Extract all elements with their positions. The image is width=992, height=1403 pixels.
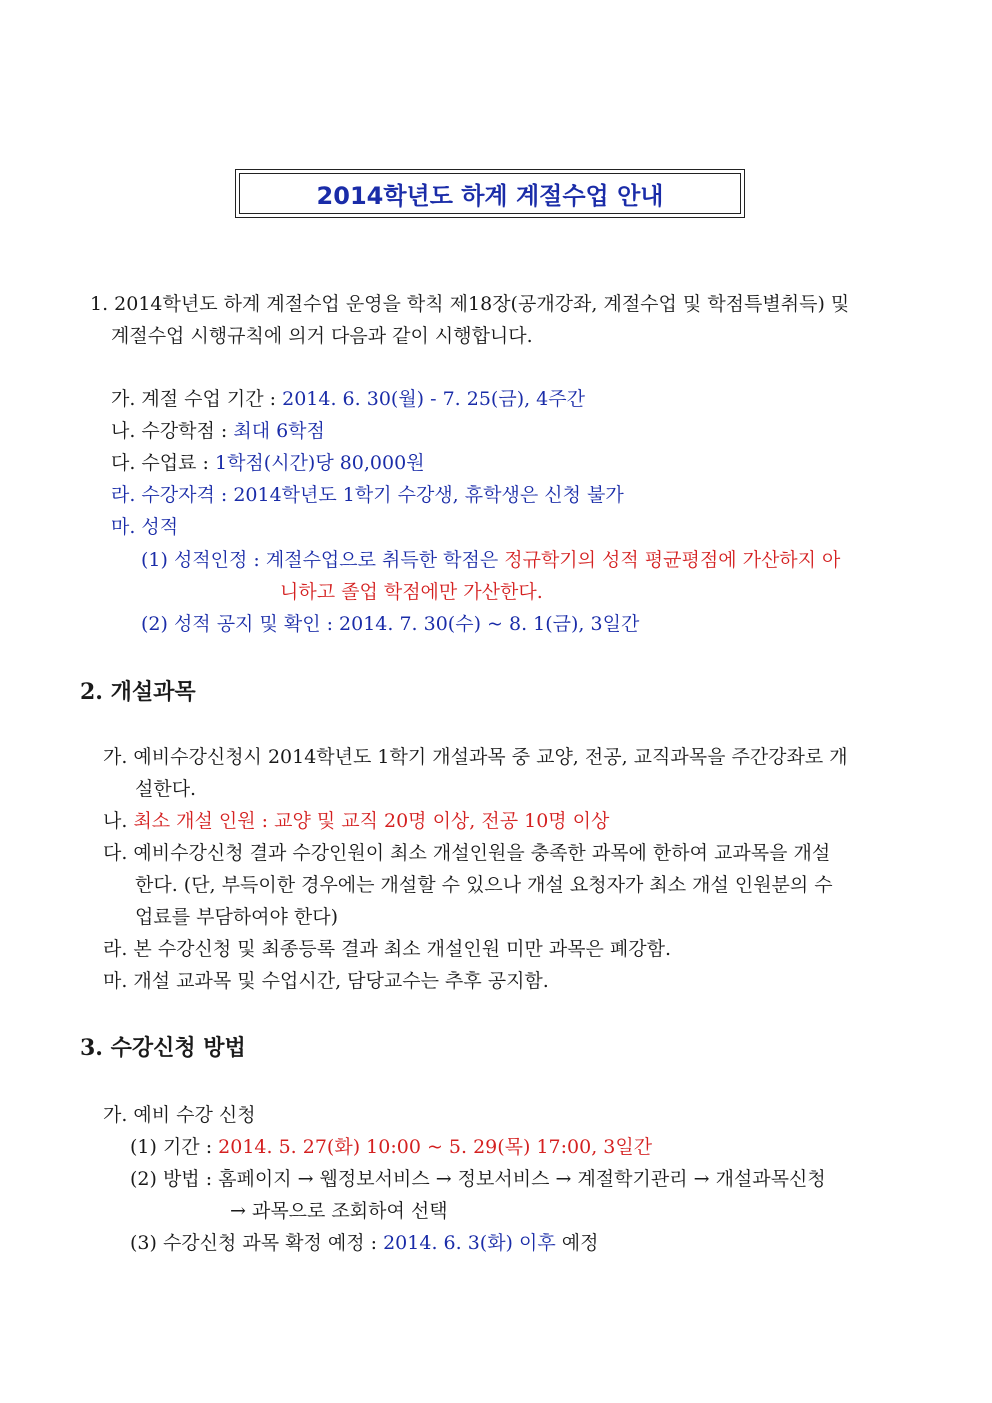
grades-announcement: (2) 성적 공지 및 확인 : 2014. 7. 30(수) ~ 8. 1(금), 3일간 xyxy=(141,613,640,635)
recognition-value-part1: 계절수업으로 취득한 학점은 xyxy=(265,549,505,571)
fee-label: 다. 수업료 : xyxy=(111,452,215,474)
section3-item-a: 가. 예비 수강 신청 xyxy=(103,1104,256,1126)
section1-item-credits xyxy=(111,419,325,443)
period-label: 가. 계절 수업 기간 : xyxy=(111,388,283,410)
pre-registration-method-line1: (2) 방법 : 홈페이지 → 웹정보서비스 → 정보서비스 → 계절학기관리 → 개설과목신청 xyxy=(130,1168,826,1190)
section1-intro-line1: 1. 2014학년도 하계 계절수업 운영을 학칙 제18장(공개강좌, 계절수업 및 학점특별취득) 및 xyxy=(90,293,850,315)
min-enroll-label: 나. xyxy=(103,810,134,832)
section2-item-e: 마. 개설 교과목 및 수업시간, 담당교수는 추후 공지함. xyxy=(103,970,549,992)
pre-registration-period xyxy=(130,1135,652,1159)
min-enroll-value: 최소 개설 인원 : 교양 및 교직 20명 이상, 전공 10명 이상 xyxy=(133,810,610,832)
pre-period-label: (1) 기간 : xyxy=(130,1136,219,1158)
section2-item-c-line3: 업료를 부담하여야 한다) xyxy=(135,906,339,928)
section3-heading: 3. 수강신청 방법 xyxy=(80,1035,246,1061)
section1-item-fee xyxy=(111,451,425,475)
recognition-label: (1) 성적인정 : xyxy=(141,549,266,571)
confirmation-value: 2014. 6. 3(화) 이후 xyxy=(383,1232,556,1254)
pre-registration-method-line2: → 과목으로 조회하여 선택 xyxy=(230,1200,448,1222)
confirmation-label: (3) 수강신청 과목 확정 예정 : xyxy=(130,1232,384,1254)
credits-value: 최대 6학점 xyxy=(233,420,325,442)
section2-heading: 2. 개설과목 xyxy=(80,679,196,705)
course-confirmation xyxy=(130,1231,598,1255)
section2-item-b xyxy=(103,809,609,833)
section1-item-eligibility: 라. 수강자격 : 2014학년도 1학기 수강생, 휴학생은 신청 불가 xyxy=(111,484,624,506)
fee-value: 1학점(시간)당 80,000원 xyxy=(214,452,425,474)
credits-label: 나. 수강학점 : xyxy=(111,420,234,442)
section2-item-a-line2: 설한다. xyxy=(135,778,197,800)
title-box xyxy=(235,169,745,218)
page-title: 2014학년도 하계 계절수업 안내 xyxy=(239,173,741,214)
section2-item-d: 라. 본 수강신청 및 최종등록 결과 최소 개설인원 미만 과목은 폐강함. xyxy=(103,938,672,960)
period-value: 2014. 6. 30(월) - 7. 25(금), 4주간 xyxy=(282,388,585,410)
section2-item-a-line1: 가. 예비수강신청시 2014학년도 1학기 개설과목 중 교양, 전공, 교직과목을 주간강좌로 개 xyxy=(103,746,848,768)
grades-recognition-line2: 니하고 졸업 학점에만 가산한다. xyxy=(280,581,543,603)
section2-item-c-line1: 다. 예비수강신청 결과 수강인원이 최소 개설인원을 충족한 과목에 한하여 교과목을 개설 xyxy=(103,842,831,864)
pre-period-value: 2014. 5. 27(화) 10:00 ~ 5. 29(목) 17:00, 3일간 xyxy=(218,1136,653,1158)
section1-item-period xyxy=(111,387,585,411)
grades-recognition xyxy=(141,548,840,572)
section1-item-grades: 마. 성적 xyxy=(111,516,179,538)
recognition-value-part2: 정규학기의 성적 평균평점에 가산하지 아 xyxy=(504,549,841,571)
confirmation-suffix: 예정 xyxy=(555,1232,599,1254)
section1-intro-line2: 계절수업 시행규칙에 의거 다음과 같이 시행합니다. xyxy=(111,325,533,347)
section2-item-c-line2: 한다. (단, 부득이한 경우에는 개설할 수 있으나 개설 요청자가 최소 개설 인원분의 수 xyxy=(135,874,833,896)
